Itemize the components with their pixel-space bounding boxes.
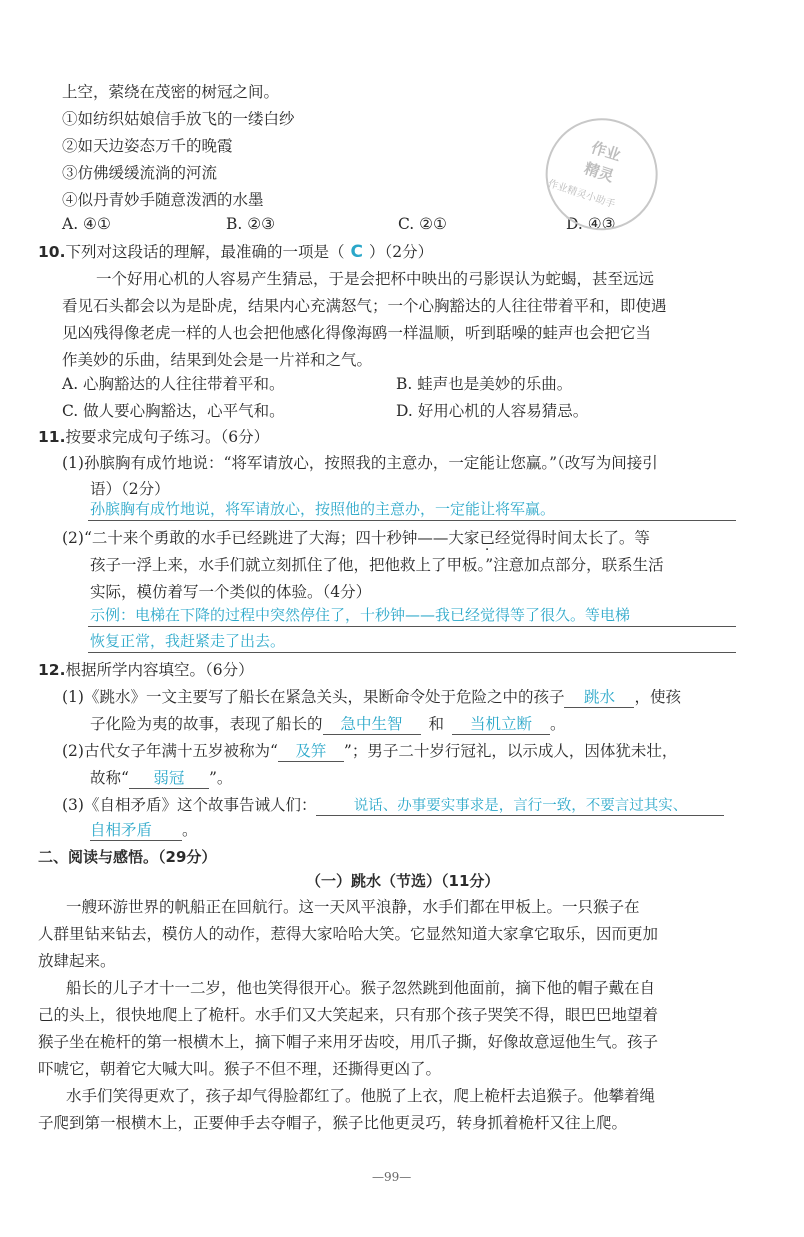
q11-part2-line-2: 孩子一浮上来，水手们就立刻抓住了他，把他救上了甲板。”注意加点部分，联系生活 <box>90 556 664 574</box>
q12-blank-4[interactable]: 及笄 <box>278 739 344 762</box>
page-number: —99— <box>372 1170 412 1184</box>
q11-part2-answer-rule-2 <box>88 652 736 653</box>
q10-answer[interactable]: C <box>350 242 363 262</box>
q10-passage-line-2: 看见石头都会以为是卧虎，结果内心充满怒气；一个心胸豁达的人往往带着平和，即使遇 <box>62 297 667 315</box>
reading-line-3: 放肆起来。 <box>38 952 116 970</box>
q12-line-3-tail: ”；男子二十岁行冠礼，以示成人，因体犹未壮， <box>343 742 678 760</box>
q10-option-d[interactable]: D. 好用心机的人容易猜忌。 <box>396 402 589 420</box>
q12-line-2 <box>90 712 566 735</box>
stamp-line-2: 精灵 <box>582 159 617 186</box>
q11-stem <box>38 425 269 447</box>
q10-number: 10. <box>38 243 66 261</box>
q12-line-2-tail: 。 <box>550 715 566 733</box>
q12-line-3-text: (2)古代女子年满十五岁被称为“ <box>62 742 278 760</box>
reading-line-4: 船长的儿子才十一二岁，他也笑得很开心。猴子忽然跳到他面前，摘下他的帽子戴在自 <box>66 979 656 997</box>
q12-line-5-text: (3)《自相矛盾》这个故事告诫人们： <box>62 796 317 814</box>
reading-line-6: 猴子坐在桅杆的第一根横木上，摘下帽子来用牙齿咬，用爪子撕，好像故意逗他生气。孩子 <box>38 1033 659 1051</box>
reading-line-2: 人群里钻来钻去，模仿人的动作，惹得大家哈哈大笑。它显然知道大家拿它取乐，因而更加 <box>38 925 659 943</box>
q11-part2-answer-line-1[interactable]: 示例：电梯在下降的过程中突然停住了，十秒钟——我已经觉得等了很久。等电梯 <box>90 606 631 624</box>
q12-line-1 <box>62 685 681 708</box>
q9-continuation: 上空，萦绕在茂密的树冠之间。 <box>62 83 280 101</box>
q11-part1-answer[interactable]: 孙膑胸有成竹地说，将军请放心，按照他的主意办，一定能让将军赢。 <box>90 500 556 518</box>
q10-stem-text: 下列对这段话的理解，最准确的一项是（ <box>65 243 345 261</box>
q12-line-4-text: 故称“ <box>90 769 129 787</box>
reading-line-5: 己的头上，很快地爬上了桅杆。水手们又大笑起来，只有那个孩子哭笑不得，眼巴巴地望着 <box>38 1006 659 1024</box>
q9-option-c[interactable]: C. ②① <box>398 215 447 233</box>
q9-option-a[interactable]: A. ④① <box>62 215 111 233</box>
q9-option-b[interactable]: B. ②③ <box>226 215 276 233</box>
q10-option-c[interactable]: C. 做人要心胸豁达，心平气和。 <box>62 402 285 420</box>
q9-option-d[interactable]: D. ④③ <box>566 215 616 233</box>
q10-passage-line-1: 一个好用心机的人容易产生猜忌，于是会把杯中映出的弓影误认为蛇蝎，甚至远远 <box>96 270 655 288</box>
q12-line-6-tail: 。 <box>182 821 198 839</box>
q10-stem-tail: ）（2分） <box>368 243 434 261</box>
q11-stem-text: 按要求完成句子练习。（6分） <box>65 428 270 446</box>
q12-line-6 <box>90 818 198 841</box>
q12-line-2-and: 和 <box>428 715 445 733</box>
q12-blank-5[interactable]: 弱冠 <box>129 766 209 789</box>
q12-line-2-text: 子化险为夷的故事，表现了船长的 <box>90 715 323 733</box>
q9-sentence-4: ④似丹青妙手随意泼洒的水墨 <box>62 191 264 209</box>
q11-part2-answer-line-2[interactable]: 恢复正常，我赶紧走了出去。 <box>90 632 286 650</box>
q12-blank-2[interactable]: 急中生智 <box>323 712 421 735</box>
q10-passage-line-3: 见凶残得像老虎一样的人也会把他感化得像海鸥一样温顺，听到聒噪的蛙声也会把它当 <box>62 324 652 342</box>
q11-part2-post: 。等 <box>618 529 650 547</box>
q10-passage-line-4: 作美妙的乐曲，结果到处会是一片祥和之气。 <box>62 351 373 369</box>
q11-part2-line-3: 实际，模仿着写一个类似的体验。（4分） <box>90 583 372 601</box>
q12-number: 12. <box>38 661 66 679</box>
q11-part2-line-1 <box>62 526 650 548</box>
q12-blank-3[interactable]: 当机立断 <box>452 712 550 735</box>
reading-line-9: 子爬到第一根横木上，正要伸手去夺帽子，猴子比他更灵巧，转身抓着桅杆又往上爬。 <box>38 1114 628 1132</box>
q12-line-4 <box>90 766 232 789</box>
q10-stem <box>38 240 433 262</box>
stamp-line-3: 作业精灵小助手 <box>546 178 617 211</box>
q9-sentence-1: ①如纺织姑娘信手放飞的一缕白纱 <box>62 110 295 128</box>
q11-part2-emphasis: 四十秒钟——大家已经觉得时间太长了 · <box>355 529 619 547</box>
q12-line-3 <box>62 739 677 762</box>
q12-line-1-tail: ，使孩 <box>634 688 681 706</box>
reading-subtitle: （一）跳水（节选）（11分） <box>306 872 500 890</box>
reading-line-8: 水手们笑得更欢了，孩子却气得脸都红了。他脱了上衣，爬上桅杆去追猴子。他攀着绳 <box>66 1087 656 1105</box>
q12-stem <box>38 658 254 680</box>
q11-part2-pre: (2)“二十来个勇敢的水手已经跳进了大海； <box>62 529 356 547</box>
q12-stem-text: 根据所学内容填空。（6分） <box>65 661 254 679</box>
q12-line-4-tail: ”。 <box>208 769 233 787</box>
section-2-title: 二、阅读与感悟。（29分） <box>38 848 217 866</box>
q11-part1-line-2: 语）（2分） <box>90 480 170 498</box>
reading-line-7: 吓唬它，朝着它大喊大叫。猴子不但不理，还撕得更凶了。 <box>38 1060 442 1078</box>
watermark-stamp <box>532 104 671 243</box>
q11-part1-line-1: (1)孙膑胸有成竹地说：“将军请放心，按照我的主意办，一定能让您赢。”（改写为间接引 <box>62 454 658 472</box>
q12-line-1-text: (1)《跳水》一文主要写了船长在紧急关头，果断命令处于危险之中的孩子 <box>62 688 565 706</box>
q10-option-a[interactable]: A. 心胸豁达的人往往带着平和。 <box>62 375 285 393</box>
q11-number: 11. <box>38 428 66 446</box>
reading-line-1: 一艘环游世界的帆船正在回航行。这一天风平浪静，水手们都在甲板上。一只猴子在 <box>66 898 640 916</box>
q12-blank-7[interactable]: 自相矛盾 <box>90 818 182 841</box>
q9-sentence-3: ③仿佛缓缓流淌的河流 <box>62 164 218 182</box>
q11-part1-answer-line <box>88 520 736 521</box>
stamp-line-1: 作业 <box>588 138 623 165</box>
q12-blank-6[interactable]: 说话、办事要实事求是，言行一致，不要言过其实、 <box>316 794 724 816</box>
q10-option-b[interactable]: B. 蛙声也是美妙的乐曲。 <box>396 375 573 393</box>
q12-blank-1[interactable]: 跳水 <box>564 685 634 708</box>
q12-line-5 <box>62 793 724 816</box>
q9-sentence-2: ②如天边姿态万千的晚霞 <box>62 137 233 155</box>
q11-part2-answer-rule-1 <box>88 626 736 627</box>
